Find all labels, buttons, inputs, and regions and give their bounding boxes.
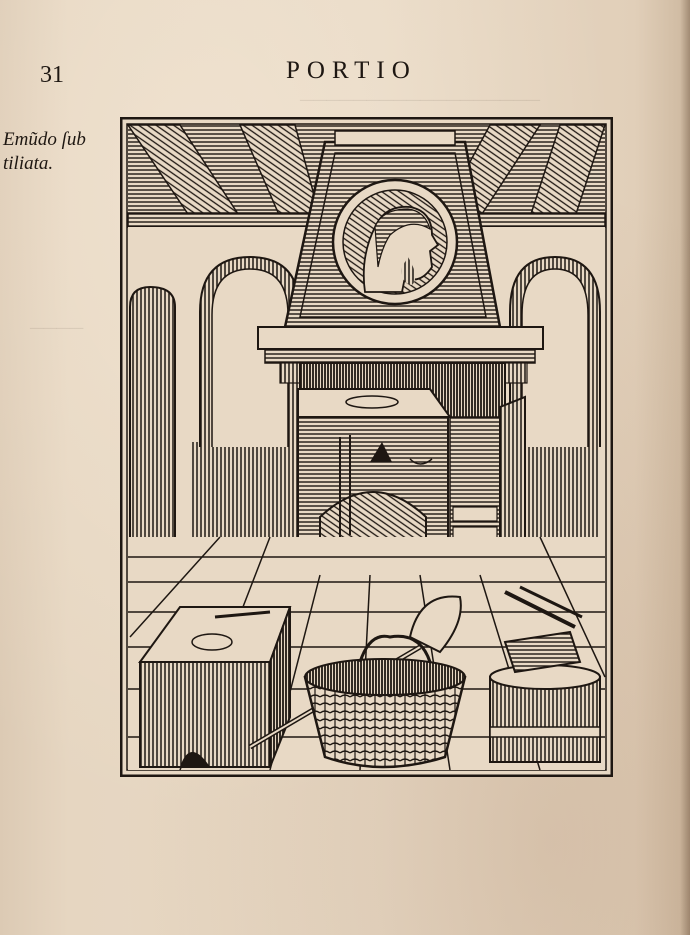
woodcut-illustration	[120, 117, 613, 777]
page-edge-shadow	[680, 0, 690, 935]
show-through-text: ————	[30, 320, 84, 336]
marginal-note: Emũdo ſub tiliata.	[3, 129, 86, 174]
workbench	[140, 607, 290, 767]
page-number: 31	[40, 62, 64, 88]
woodcut-svg	[120, 117, 613, 777]
medallion-portrait	[333, 180, 457, 304]
show-through-text: ——————————————————	[300, 92, 541, 108]
running-head: PORTIO	[286, 57, 417, 84]
